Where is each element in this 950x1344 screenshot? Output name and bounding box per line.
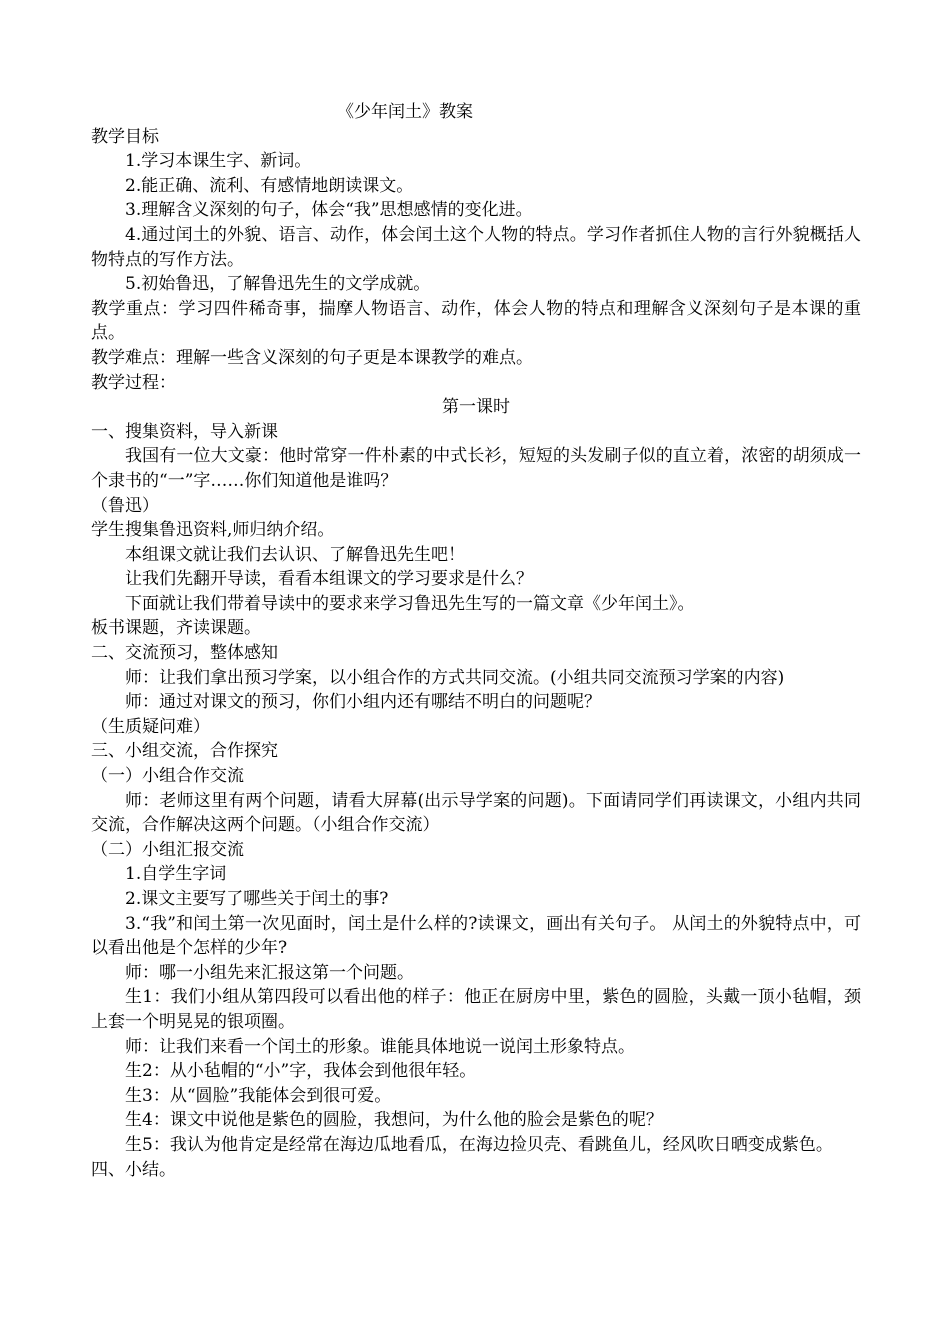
objective-item: 4.通过闰土的外貌、语言、动作，体会闰土这个人物的特点。学习作者抓住人物的言行外貌概括人物特点的写作方法。 (91, 224, 861, 270)
paragraph: 让我们先翻开导读，看看本组课文的学习要求是什么？ (125, 569, 533, 590)
section-heading: 三、小组交流，合作探究 (91, 741, 278, 762)
dialogue-line: 生2：从小毡帽的“小”字，我体会到他很年轻。 (125, 1061, 477, 1082)
question-item: 2.课文主要写了哪些关于闰土的事? (125, 889, 389, 909)
paragraph: 师：让我们拿出预习学案，以小组合作的方式共同交流。(小组共同交流预习学案的内容) (125, 667, 785, 688)
section-heading: 四、小结。 (91, 1159, 176, 1180)
document-title: 《少年闰土》教案 (337, 102, 473, 122)
question-item: 3.“我”和闰土第一次见面时，闰土是什么样的?读课文，画出有关句子。 从闰土的外貌特点中，可以看出他是个怎样的少年? (91, 913, 861, 959)
process-heading: 教学过程： (91, 372, 176, 393)
paragraph: 师：通过对课文的预习，你们小组内还有哪结不明白的问题呢？ (125, 692, 601, 713)
subsection-heading: （二）小组汇报交流 (91, 839, 244, 860)
difficulties: 教学难点：理解一些含义深刻的句子更是本课教学的难点。 (91, 347, 533, 368)
objective-item: 2.能正确、流利、有感情地朗读课文。 (125, 175, 414, 196)
dialogue-line: 师：让我们来看一个闰土的形象。谁能具体地说一说闰土形象特点。 (125, 1036, 635, 1057)
dialogue-line: 生1：我们小组从第四段可以看出他的样子：他正在厨房中里，紫色的圆脸，头戴一顶小毡帽，颈上套一个明晃晃的银项圈。 (91, 987, 861, 1032)
dialogue-line: 生5：我认为他肯定是经常在海边瓜地看瓜，在海边捡贝壳、看跳鱼儿，经风吹日晒变成紫色。 (125, 1134, 833, 1155)
lesson-heading: 第一课时 (442, 397, 510, 418)
objectives-heading: 教学目标 (91, 126, 159, 147)
paragraph: 下面就让我们带着导读中的要求来学习鲁迅先生写的一篇文章《少年闰土》。 (125, 593, 695, 614)
paragraph: 师：老师这里有两个问题，请看大屏幕(出示导学案的问题)。下面请同学们再读课文，小组内共同交流，合作解决这两个问题。（小组合作交流） (91, 790, 861, 836)
paragraph: 我国有一位大文豪：他时常穿一件朴素的中式长衫，短短的头发刷子似的直立着，浓密的胡须成一个隶书的“一”字……你们知道他是谁吗？ (91, 446, 861, 491)
objective-item: 5.初始鲁迅，了解鲁迅先生的文学成就。 (125, 274, 431, 295)
dialogue-line: 师：哪一小组先来汇报这第一个问题。 (125, 962, 414, 983)
objective-item: 1.学习本课生字、新词。 (125, 151, 312, 172)
paragraph: 本组课文就让我们去认识、了解鲁迅先生吧！ (125, 544, 465, 565)
paragraph: （生质疑问难） (91, 716, 210, 737)
paragraph: 板书课题，齐读课题。 (91, 618, 261, 639)
dialogue-line: 生4：课文中说他是紫色的圆脸，我想问，为什么他的脸会是紫色的呢？ (125, 1110, 663, 1131)
section-heading: 一、搜集资料，导入新课 (91, 421, 278, 442)
paragraph: （鲁迅） (91, 495, 159, 516)
subsection-heading: （一）小组合作交流 (91, 766, 244, 787)
key-points: 教学重点：学习四件稀奇事，揣摩人物语言、动作，体会人物的特点和理解含义深刻句子是本课的重点。 (91, 298, 861, 344)
objective-item: 3.理解含义深刻的句子，体会“我”思想感情的变化进。 (125, 200, 533, 221)
document-body (91, 100, 861, 1182)
question-item: 1.自学生字词 (125, 864, 227, 885)
section-heading: 二、交流预习，整体感知 (91, 643, 278, 664)
paragraph: 学生搜集鲁迅资料,师归纳介绍。 (91, 520, 335, 541)
dialogue-line: 生3：从“圆脸”我能体会到很可爱。 (125, 1085, 392, 1106)
